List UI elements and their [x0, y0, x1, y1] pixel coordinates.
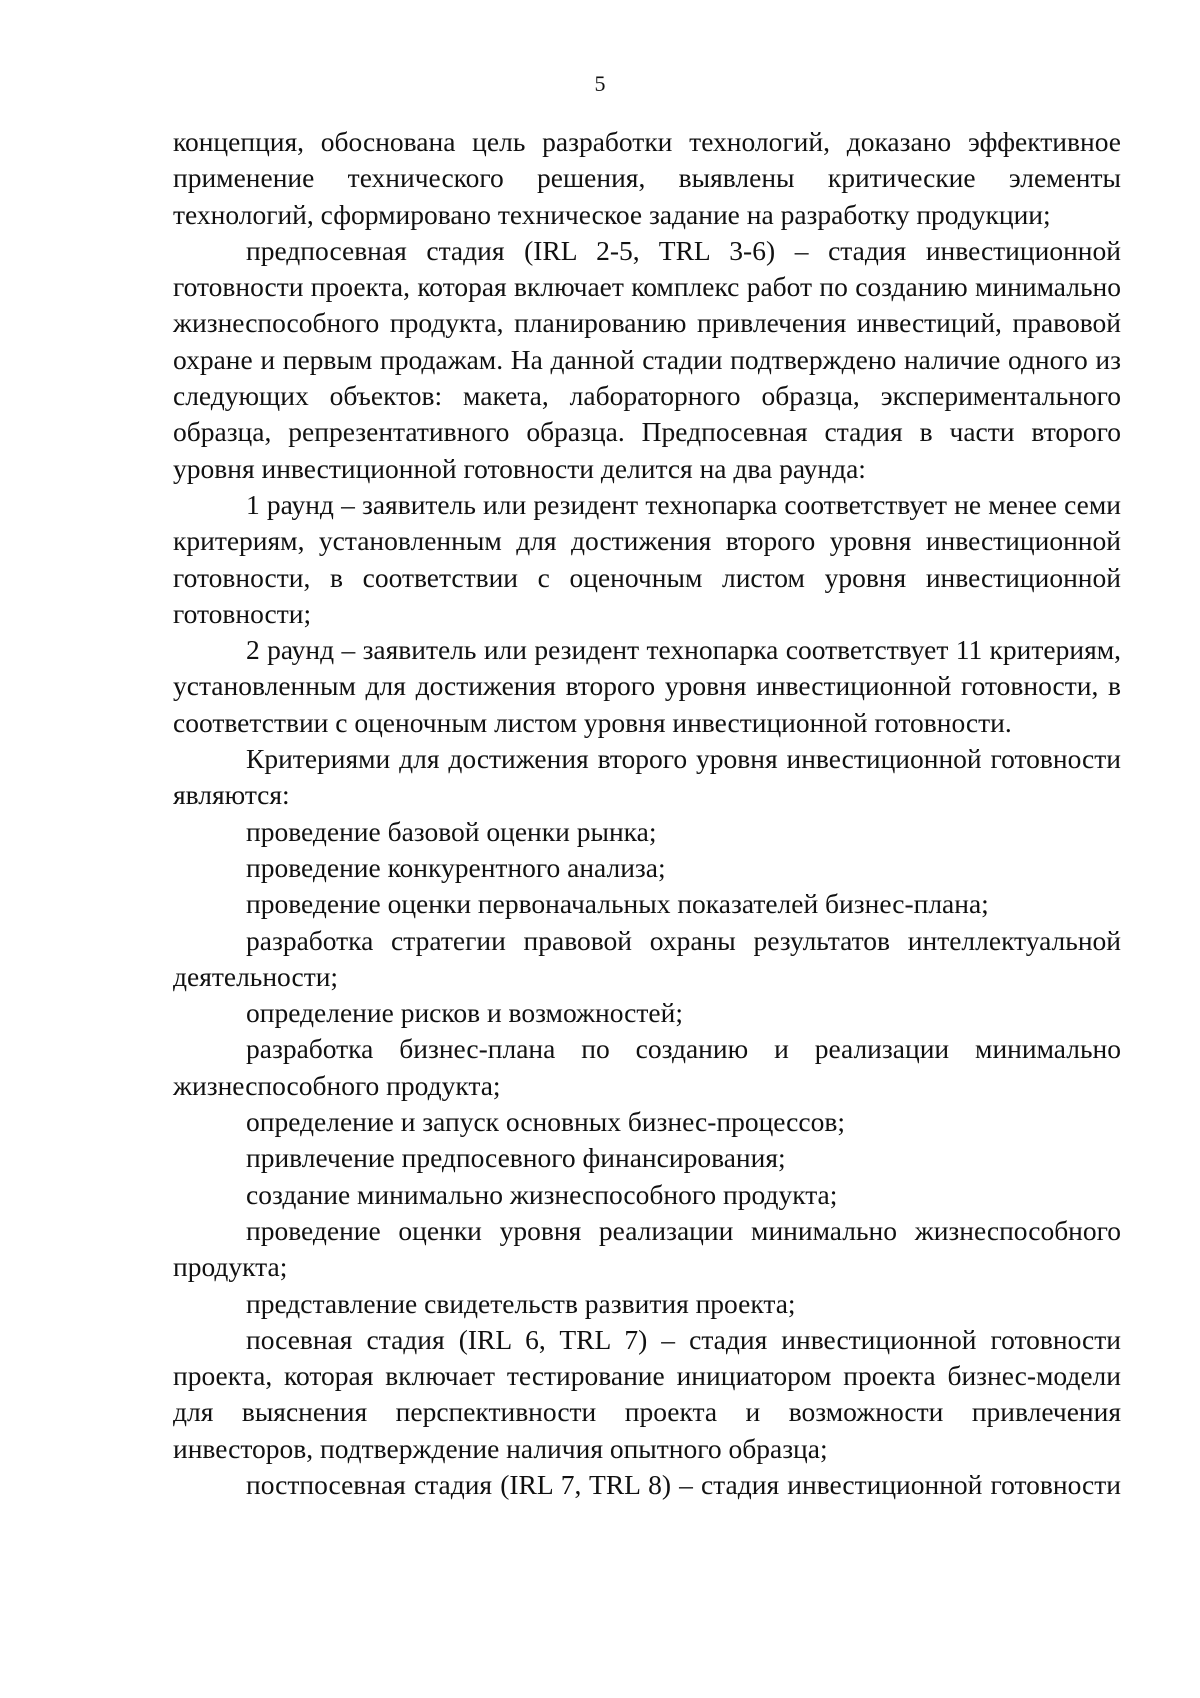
paragraph-concept: концепция, обоснована цель разработки технологий, доказано эффективное применение технического решения, выявлены критические элементы технологий, сформировано техническое задание на разработку продукции; [173, 126, 1121, 230]
paragraph-criteria-intro: Критериями для достижения второго уровня инвестиционной готовности являются: [173, 743, 1121, 811]
paragraph-postseed-stage: постпосевная стадия (IRL 7, TRL 8) – стадия инвестиционной готовности [246, 1468, 1121, 1500]
list-item: разработка бизнес-плана по созданию и реализации минимально жизнеспособного продукта; [173, 1033, 1121, 1101]
list-item: проведение оценки уровня реализации минимально жизнеспособного продукта; [173, 1214, 1121, 1283]
list-item: привлечение предпосевного финансирования; [246, 1142, 786, 1174]
paragraph-seed-stage: посевная стадия (IRL 6, TRL 7) – стадия инвестиционной готовности проекта, которая включает тестирование инициатором проекта бизнес-модели для выяснения перспективности проекта и возможности привлечения инвесторов, подтверждение наличия опытного образца; [173, 1323, 1121, 1464]
paragraph-round-2: 2 раунд – заявитель или резидент технопарка соответствует 11 критериям, установленным для достижения второго уровня инвестиционной готовности, в соответствии с оценочным листом уровня инвестиционной готовности. [173, 634, 1121, 738]
page-number: 5 [594, 71, 606, 96]
list-item: проведение базовой оценки рынка; [246, 815, 657, 847]
paragraph-preseed-stage: предпосевная стадия (IRL 2-5, TRL 3-6) – стадия инвестиционной готовности проекта, которая включает комплекс работ по созданию минимально жизнеспособного продукта, планированию привлечения инвестиций, правовой охране и первым продажам. На данной стадии подтверждено наличие одного из следующих объектов: макета, лабораторного образца, экспериментального образца, репрезентативного образца. Предпосевная стадия в части второго уровня инвестиционной готовности делится на два раунда: [173, 234, 1121, 484]
list-item: проведение конкурентного анализа; [246, 851, 666, 883]
paragraph-round-1: 1 раунд – заявитель или резидент технопарка соответствует не менее семи критериям, установленным для достижения второго уровня инвестиционной готовности, в соответствии с оценочным листом уровня инвестиционной готовности; [173, 488, 1121, 629]
document-body [173, 124, 1121, 1503]
list-item: определение и запуск основных бизнес-процессов; [246, 1106, 845, 1138]
list-item: разработка стратегии правовой охраны результатов интеллектуальной деятельности; [173, 924, 1121, 992]
list-item: создание минимально жизнеспособного продукта; [246, 1178, 838, 1210]
list-item: представление свидетельств развития проекта; [246, 1287, 796, 1319]
list-item: определение рисков и возможностей; [246, 997, 683, 1029]
list-item: проведение оценки первоначальных показателей бизнес-плана; [246, 888, 989, 920]
